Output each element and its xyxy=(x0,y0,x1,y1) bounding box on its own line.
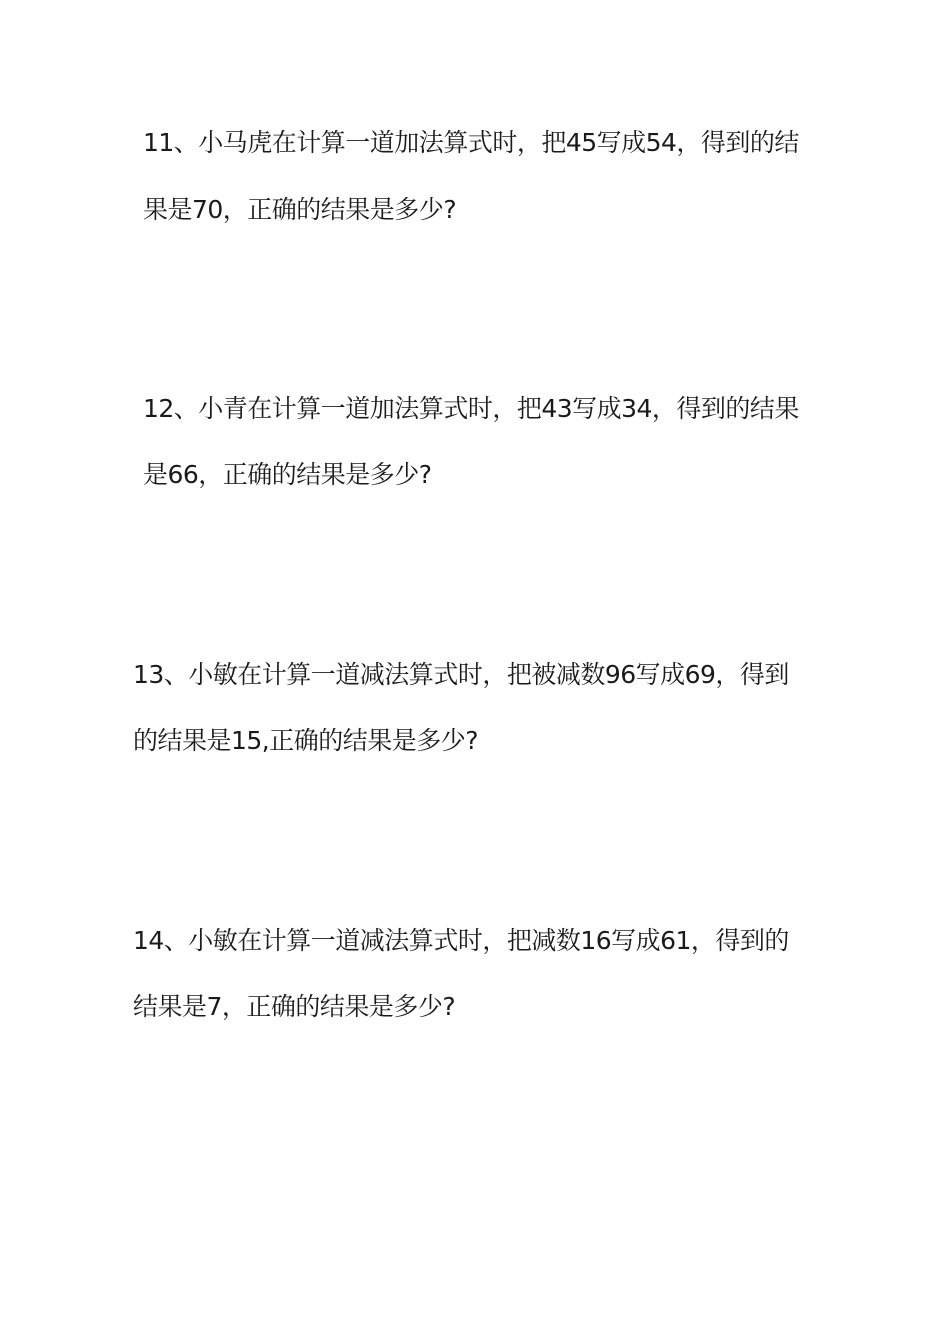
question-text-line: 13、小敏在计算一道减法算式时，把被减数96写成69，得到 xyxy=(133,660,789,689)
question-text-line: 果是70，正确的结果是多少? xyxy=(143,195,457,224)
question-text-line: 11、小马虎在计算一道加法算式时，把45写成54，得到的结 xyxy=(143,128,799,157)
question-text-line: 是66，正确的结果是多少? xyxy=(143,460,432,489)
question-text-line: 结果是7，正确的结果是多少? xyxy=(133,992,456,1021)
question-text-line: 12、小青在计算一道加法算式时，把43写成34，得到的结果 xyxy=(143,394,799,423)
question-text-line: 的结果是15,正确的结果是多少? xyxy=(133,726,479,755)
question-text-line: 14、小敏在计算一道减法算式时，把减数16写成61，得到的 xyxy=(133,926,789,955)
